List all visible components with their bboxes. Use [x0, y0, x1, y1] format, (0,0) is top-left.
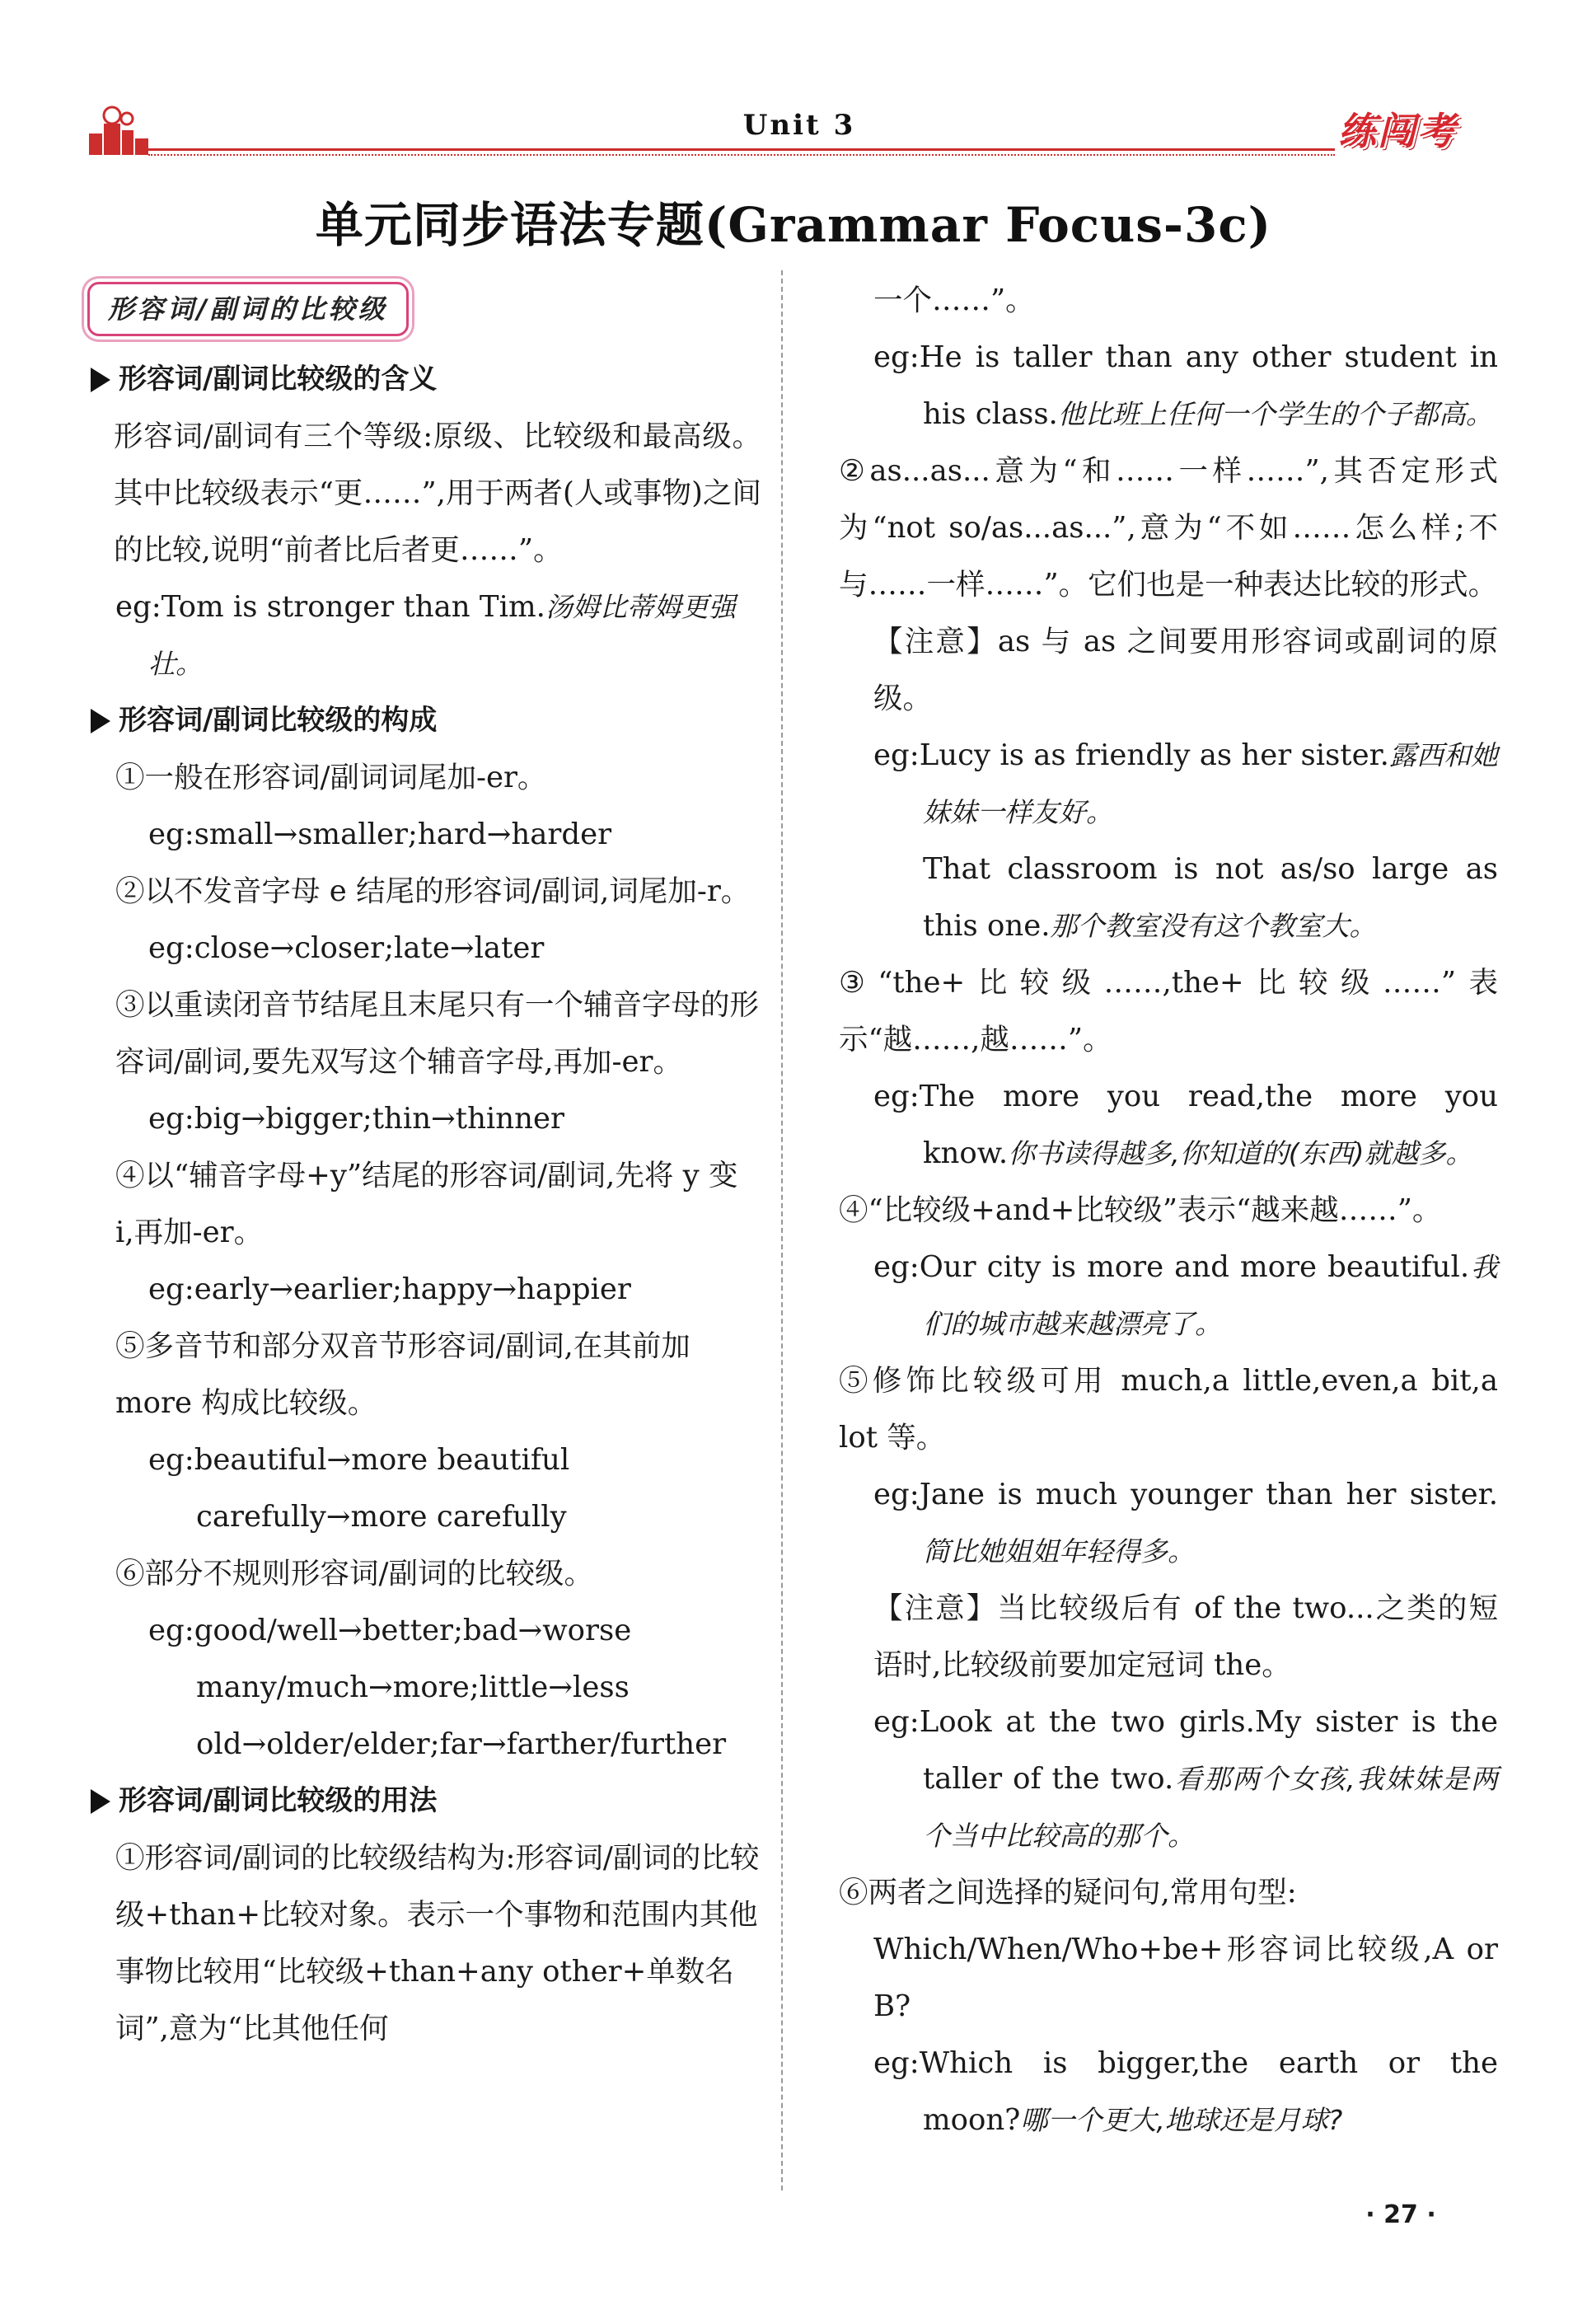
topic-box: 形容词/副词的比较级: [87, 282, 409, 336]
right-column: [839, 272, 1498, 2148]
rule-6-example-3: old→older/elder;far→farther/further: [196, 1727, 727, 1761]
usage-5: ⑤修饰比较级可用 much,a little,even,a bit,a lot 等。: [839, 1364, 1498, 1455]
usage-5-example-2-en: eg:Look at the two girls.My sister is the taller of the two.: [873, 1705, 1498, 1796]
usage-1-continued: 一个……”。: [873, 283, 1035, 317]
example-1: [86, 579, 761, 692]
usage-1-example: [839, 329, 1498, 443]
rule-2-example: eg:close→closer;late→later: [148, 931, 545, 965]
usage-6-example-cn: 哪一个更大,地球还是月球?: [1020, 2104, 1343, 2136]
left-column: [86, 272, 761, 2057]
rule-6-example-1: eg:good/well→better;bad→worse: [148, 1614, 632, 1647]
usage-2-example-2: [839, 841, 1498, 954]
usage-4: ④“比较级+and+比较级”表示“越来越……”。: [839, 1193, 1442, 1227]
usage-2-note: 【注意】as 与 as 之间要用形容词或副词的原级。: [873, 625, 1498, 715]
header-rule: [148, 148, 1335, 151]
rule-6-example-2: many/much→more;little→less: [196, 1670, 630, 1704]
rule-4-example: eg:early→earlier;happy→happier: [148, 1272, 631, 1306]
example-1-cn: 汤姆比蒂姆更强壮。: [148, 591, 736, 680]
usage-2: ②as...as...意为“和……一样……”,其否定形式为“not so/as...as...”,意为“不如……怎么样;不与……一样……”。它们也是一种表达比较的形式。: [839, 454, 1498, 602]
page-title: 单元同步语法专题(Grammar Focus-3c): [315, 197, 1272, 253]
usage-4-example-cn: 我们的城市越来越漂亮了。: [923, 1251, 1499, 1340]
section-heading-formation: 形容词/副词比较级的构成: [86, 692, 761, 749]
usage-5-note: 【注意】当比较级后有 of the two...之类的短语时,比较级前要加定冠词 the。: [873, 1591, 1498, 1682]
rule-1-example: eg:small→smaller;hard→harder: [148, 818, 612, 851]
usage-3: ③“the+比较级……,the+比较级……”表示“越……,越……”。: [839, 966, 1498, 1057]
usage-6-example: [839, 2035, 1498, 2148]
column-divider: [781, 270, 783, 2190]
usage-2-example-1-cn: 露西和她妹妹一样友好。: [923, 739, 1498, 828]
section-heading-usage: 形容词/副词比较级的用法: [86, 1773, 761, 1830]
brand-logo: 练闯考: [1338, 109, 1457, 153]
page-number: · 27 ·: [1365, 2200, 1436, 2229]
usage-5-example-en: eg:Jane is much younger than her sister.: [873, 1478, 1498, 1511]
rule-5-example-1: eg:beautiful→more beautiful: [148, 1443, 570, 1477]
example-1-en: eg:Tom is stronger than Tim.: [115, 590, 545, 624]
usage-1: ①形容词/副词的比较级结构为:形容词/副词的比较级+than+比较对象。表示一个事物和范围内其他事物比较用“比较级+than+any other+单数名词”,意为“比其他任何: [115, 1841, 760, 2045]
rule-5-example-2: carefully→more carefully: [196, 1500, 567, 1534]
usage-2-example-1: [839, 727, 1498, 841]
usage-2-example-1-en: eg:Lucy is as friendly as her sister.: [873, 738, 1389, 772]
rule-4: ④以“辅音字母+y”结尾的形容词/副词,先将 y 变 i,再加-er。: [115, 1159, 738, 1249]
rule-3: ③以重读闭音节结尾且末尾只有一个辅音字母的形容词/副词,要先双写这个辅音字母,再加-er。: [115, 988, 760, 1079]
rule-2: ②以不发音字母 e 结尾的形容词/副词,词尾加-r。: [115, 874, 751, 908]
usage-3-example-en: eg:The more you read,the more you know.: [873, 1080, 1498, 1170]
usage-5-example-cn: 简比她姐姐年轻得多。: [923, 1535, 1195, 1567]
usage-6-pattern: Which/When/Who+be+形容词比较级,A or B?: [873, 1933, 1498, 2023]
rule-6: ⑥部分不规则形容词/副词的比较级。: [115, 1557, 593, 1591]
usage-3-example-cn: 你书读得越多,你知道的(东西)就越多。: [1008, 1137, 1473, 1169]
building-icon: [86, 105, 152, 157]
rule-5: ⑤多音节和部分双音节形容词/副词,在其前加 more 构成比较级。: [115, 1329, 691, 1420]
usage-1-example-cn: 他比班上任何一个学生的个子都高。: [1057, 398, 1493, 430]
unit-label: Unit 3: [742, 109, 856, 142]
usage-3-example: [839, 1068, 1498, 1182]
usage-4-example: [839, 1239, 1498, 1352]
rule-3-example: eg:big→bigger;thin→thinner: [148, 1102, 564, 1136]
rule-1: ①一般在形容词/副词词尾加-er。: [115, 761, 547, 794]
section-heading-meaning: 形容词/副词比较级的含义: [86, 351, 761, 408]
header-dotted-rule: [148, 154, 1335, 156]
usage-5-example-2: [839, 1694, 1498, 1864]
usage-5-example-2-cn: 看那两个女孩,我妹妹是两个当中比较高的那个。: [923, 1763, 1498, 1852]
meaning-text: 形容词/副词有三个等级:原级、比较级和最高级。其中比较级表示“更……”,用于两者(人或事物)之间的比较,说明“前者比后者更……”。: [114, 419, 761, 567]
usage-5-example: [839, 1466, 1498, 1580]
usage-2-example-2-cn: 那个教室没有这个教室大。: [1050, 910, 1377, 942]
usage-1-example-en: eg:He is taller than any other student in his class.: [873, 340, 1498, 431]
usage-6: ⑥两者之间选择的疑问句,常用句型:: [839, 1876, 1297, 1909]
usage-4-example-en: eg:Our city is more and more beautiful.: [873, 1250, 1470, 1284]
usage-6-example-en: eg:Which is bigger,the earth or the moon?: [873, 2046, 1498, 2137]
usage-2-example-2-en: That classroom is not as/so large as this one.: [923, 852, 1498, 943]
